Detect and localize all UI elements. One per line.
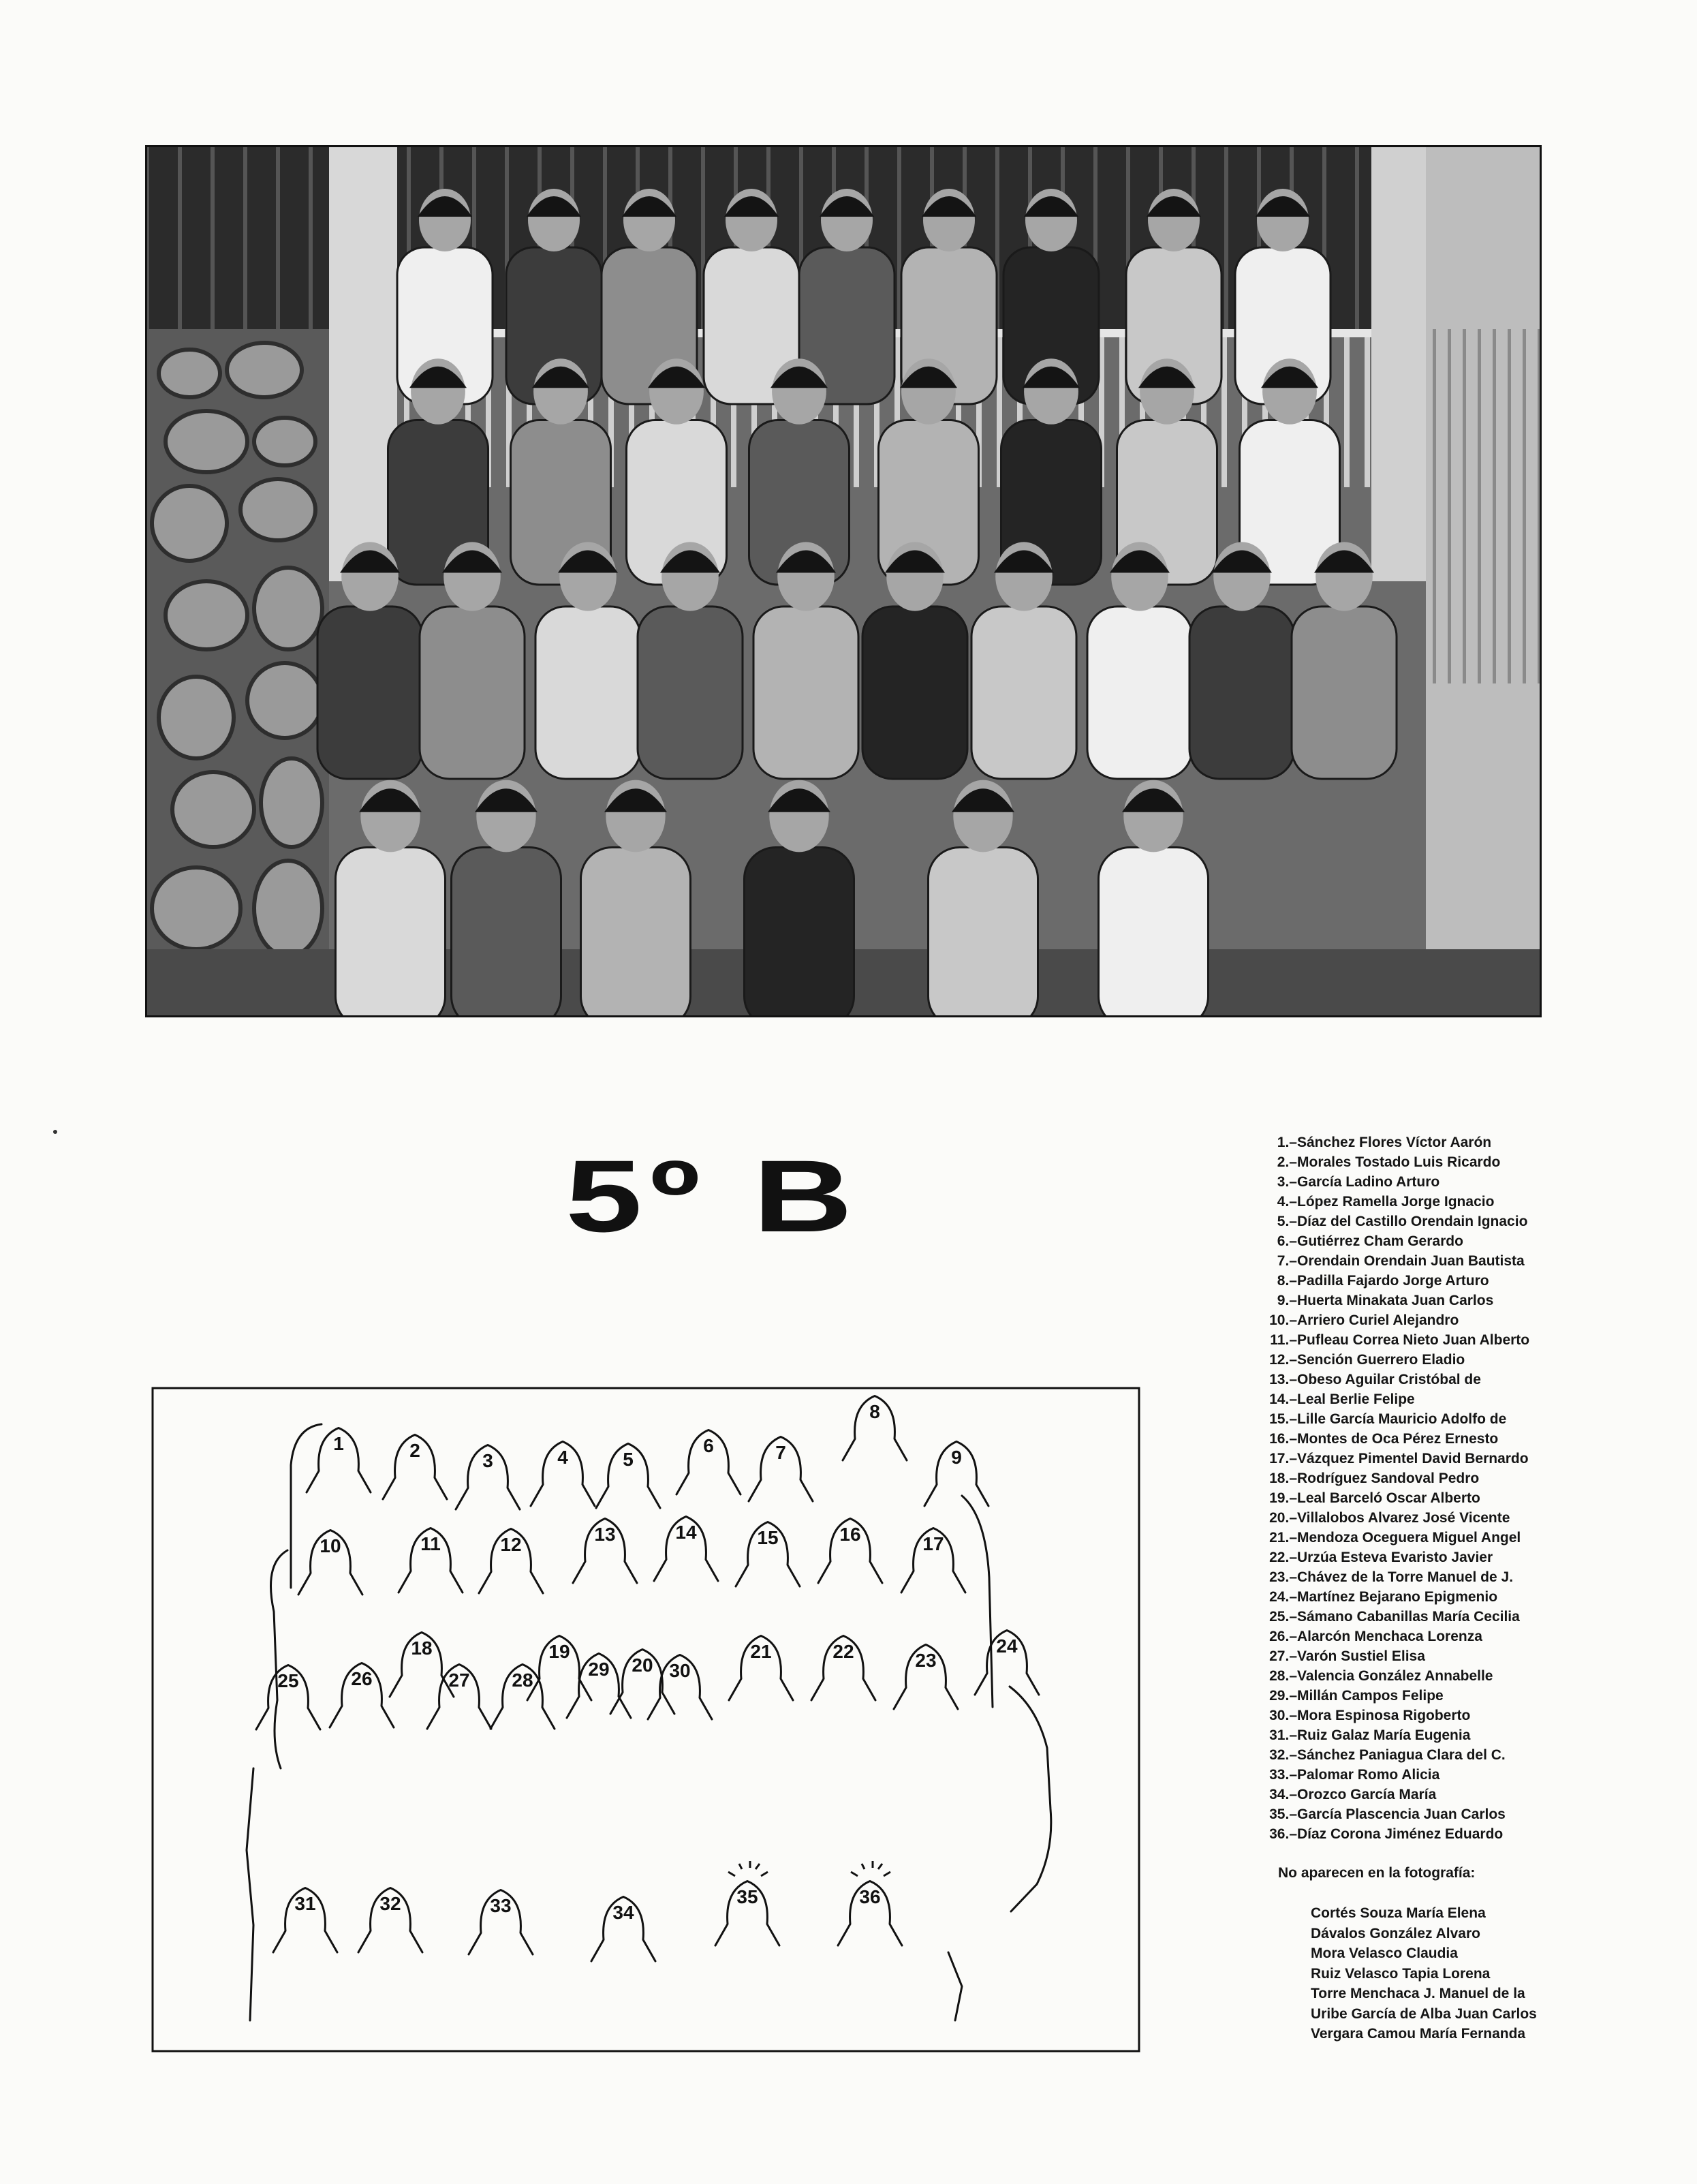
grille-bar bbox=[1433, 329, 1436, 683]
person-torso bbox=[452, 848, 561, 1018]
roster-name: Palomar Romo Alicia bbox=[1297, 1767, 1440, 1783]
diagram-label: 8 bbox=[869, 1401, 880, 1422]
roster-name: Chávez de la Torre Manuel de J. bbox=[1297, 1569, 1514, 1585]
diagram-label: 7 bbox=[775, 1442, 786, 1463]
roster-name: García Plascencia Juan Carlos bbox=[1297, 1806, 1506, 1822]
roster-number: 36.– bbox=[1269, 1826, 1297, 1842]
roster-name: García Ladino Arturo bbox=[1297, 1174, 1440, 1190]
person-torso bbox=[317, 606, 422, 779]
diagram-label: 29 bbox=[588, 1659, 610, 1680]
spark-mark bbox=[756, 1864, 760, 1869]
diagram-label: 17 bbox=[922, 1533, 944, 1554]
roster-name: Orozco García María bbox=[1297, 1787, 1437, 1802]
diagram-label: 2 bbox=[409, 1440, 420, 1461]
class-photo bbox=[145, 145, 1542, 1017]
roster-entry bbox=[1245, 1350, 1681, 1370]
roster-name: Montes de Oca Pérez Ernesto bbox=[1297, 1431, 1499, 1447]
person-torso bbox=[1292, 606, 1397, 779]
diagram-label: 30 bbox=[669, 1660, 691, 1681]
grille-bar bbox=[1463, 329, 1466, 683]
diagram-contour bbox=[271, 1550, 288, 1768]
person-torso bbox=[420, 606, 525, 779]
person-torso bbox=[753, 606, 858, 779]
absent-entry: Mora Velasco Claudia bbox=[1311, 1945, 1458, 1961]
roster-number: 14.– bbox=[1269, 1391, 1297, 1407]
spark-mark bbox=[878, 1864, 882, 1869]
roster-name: Sención Guerrero Eladio bbox=[1297, 1352, 1465, 1368]
diagram-label: 22 bbox=[832, 1641, 854, 1662]
roster-entry bbox=[1245, 1133, 1681, 1152]
diagram-label: 27 bbox=[448, 1670, 470, 1691]
roster-entry bbox=[1245, 1508, 1681, 1528]
diagram-label: 36 bbox=[859, 1886, 881, 1907]
roster-entry bbox=[1245, 1824, 1681, 1844]
roster-number: 2.– bbox=[1277, 1154, 1297, 1170]
roster-number: 4.– bbox=[1277, 1194, 1297, 1210]
roster-entry bbox=[1245, 1409, 1681, 1429]
roster-number: 5.– bbox=[1277, 1214, 1297, 1229]
roster-name: Pufleau Correa Nieto Juan Alberto bbox=[1297, 1332, 1530, 1348]
roster-name: Villalobos Alvarez José Vicente bbox=[1297, 1510, 1510, 1526]
spark-mark bbox=[739, 1864, 742, 1869]
wall-stone bbox=[159, 350, 220, 397]
person-torso bbox=[1087, 606, 1192, 779]
wall-stone bbox=[152, 867, 240, 949]
wall-stone bbox=[247, 663, 322, 738]
diagram-label: 11 bbox=[420, 1533, 441, 1554]
wall-stone bbox=[166, 411, 247, 472]
roster-name: Padilla Fajardo Jorge Arturo bbox=[1297, 1273, 1489, 1289]
roster-name: Orendain Orendain Juan Bautista bbox=[1297, 1253, 1525, 1269]
roster-entry bbox=[1245, 1231, 1681, 1251]
roster-name: Vázquez Pimentel David Bernardo bbox=[1297, 1451, 1529, 1466]
wall-stone bbox=[172, 772, 254, 847]
roster-entry bbox=[1245, 1528, 1681, 1548]
diagram-label: 35 bbox=[736, 1886, 758, 1907]
grille-bar bbox=[1493, 329, 1496, 683]
roster-name: Mendoza Oceguera Miguel Angel bbox=[1297, 1530, 1521, 1545]
diagram-label: 20 bbox=[632, 1655, 653, 1676]
roster-entry bbox=[1245, 1785, 1681, 1804]
roster-entry bbox=[1245, 1548, 1681, 1567]
roster-number: 26.– bbox=[1269, 1629, 1297, 1644]
person-torso bbox=[581, 848, 691, 1018]
roster-number: 19.– bbox=[1269, 1490, 1297, 1506]
roster-entry bbox=[1245, 1468, 1681, 1488]
roster-name: Díaz del Castillo Orendain Ignacio bbox=[1297, 1214, 1528, 1229]
diagram-contour bbox=[948, 1952, 962, 2020]
diagram-label: 16 bbox=[839, 1524, 861, 1545]
spark-mark bbox=[851, 1872, 858, 1876]
roster-entry bbox=[1245, 1765, 1681, 1785]
roster-name: Varón Sustiel Elisa bbox=[1297, 1648, 1425, 1664]
window-bar bbox=[211, 145, 215, 329]
roster-name: Sánchez Flores Víctor Aarón bbox=[1297, 1135, 1492, 1150]
diagram-label: 19 bbox=[548, 1641, 570, 1662]
roster-number: 25.– bbox=[1269, 1609, 1297, 1625]
absent-entry: Dávalos González Alvaro bbox=[1311, 1925, 1480, 1941]
roster-number: 35.– bbox=[1269, 1806, 1297, 1822]
roster-entry bbox=[1245, 1152, 1681, 1172]
person-torso bbox=[862, 606, 967, 779]
roster-name: Lille García Mauricio Adolfo de bbox=[1297, 1411, 1507, 1427]
diagram-frame bbox=[153, 1388, 1139, 2051]
roster-number: 31.– bbox=[1269, 1727, 1297, 1743]
roster-entry bbox=[1245, 1706, 1681, 1725]
roster-entry bbox=[1245, 1567, 1681, 1587]
wall-stone bbox=[261, 758, 322, 847]
roster-entry bbox=[1245, 1310, 1681, 1330]
roster-name: Mora Espinosa Rigoberto bbox=[1297, 1708, 1471, 1723]
roster-name: Huerta Minakata Juan Carlos bbox=[1297, 1293, 1494, 1308]
diagram-contour bbox=[1010, 1687, 1051, 1911]
roster-number: 11.– bbox=[1270, 1332, 1297, 1348]
railing-bar bbox=[1365, 337, 1370, 487]
roster-entry bbox=[1245, 1627, 1681, 1646]
roster-name: Obeso Aguilar Cristóbal de bbox=[1297, 1372, 1481, 1387]
diagram-label: 15 bbox=[757, 1527, 779, 1548]
roster-number: 12.– bbox=[1269, 1352, 1297, 1368]
roster-number: 20.– bbox=[1269, 1510, 1297, 1526]
roster-name: Sánchez Paniagua Clara del C. bbox=[1297, 1747, 1506, 1763]
roster-number: 28.– bbox=[1269, 1668, 1297, 1684]
absent-list bbox=[1311, 1903, 1537, 2044]
roster-entry bbox=[1245, 1291, 1681, 1310]
roster-name: Leal Berlie Felipe bbox=[1297, 1391, 1415, 1407]
roster-number: 9.– bbox=[1277, 1293, 1297, 1308]
grille-bar bbox=[1448, 329, 1451, 683]
roster-entry bbox=[1245, 1212, 1681, 1231]
window-bar bbox=[1224, 145, 1228, 329]
roster-name: Sámano Cabanillas María Cecilia bbox=[1297, 1609, 1520, 1625]
diagram-label: 3 bbox=[482, 1450, 493, 1471]
roster-number: 1.– bbox=[1277, 1135, 1297, 1150]
diagram-label: 26 bbox=[351, 1668, 373, 1689]
wall-stone bbox=[166, 581, 247, 649]
diagram-label: 13 bbox=[594, 1524, 616, 1545]
roster-name: Gutiérrez Cham Gerardo bbox=[1297, 1233, 1463, 1249]
roster-number: 23.– bbox=[1269, 1569, 1297, 1585]
absent-entry: Torre Menchaca J. Manuel de la bbox=[1311, 1986, 1525, 2001]
diagram-label: 6 bbox=[703, 1435, 714, 1456]
roster-name: Millán Campos Felipe bbox=[1297, 1688, 1444, 1704]
absent-entry: Cortés Souza María Elena bbox=[1311, 1905, 1486, 1921]
diagram-label: 31 bbox=[294, 1893, 316, 1914]
page-title: 5º B bbox=[565, 1139, 860, 1253]
roster-entry bbox=[1245, 1389, 1681, 1409]
diagram-label: 9 bbox=[951, 1447, 962, 1468]
key-diagram bbox=[151, 1387, 1140, 2052]
diagram-label: 34 bbox=[612, 1902, 634, 1923]
roster-entry bbox=[1245, 1192, 1681, 1212]
person-torso bbox=[929, 848, 1038, 1018]
roster-entry bbox=[1245, 1804, 1681, 1824]
diagram-label: 28 bbox=[512, 1670, 533, 1691]
grille-bar bbox=[1508, 329, 1511, 683]
roster-entry bbox=[1245, 1330, 1681, 1350]
roster-entry bbox=[1245, 1745, 1681, 1765]
roster-entry bbox=[1245, 1607, 1681, 1627]
wall-stone bbox=[254, 418, 315, 465]
window-bar bbox=[1355, 145, 1359, 329]
roster-name: Urzúa Esteva Evaristo Javier bbox=[1297, 1550, 1493, 1565]
wall-stone bbox=[159, 677, 234, 758]
person-torso bbox=[535, 606, 640, 779]
roster-entry bbox=[1245, 1449, 1681, 1468]
roster-list bbox=[1245, 1133, 1681, 1844]
railing-bar bbox=[1344, 337, 1350, 487]
wall-stone bbox=[240, 479, 315, 540]
diagram-label: 12 bbox=[500, 1534, 522, 1555]
spark-mark bbox=[884, 1872, 890, 1876]
diagram-label: 14 bbox=[675, 1522, 697, 1543]
wall-stone bbox=[227, 343, 302, 397]
roster-name: Martínez Bejarano Epigmenio bbox=[1297, 1589, 1498, 1605]
window-bar bbox=[243, 145, 247, 329]
window-bar bbox=[309, 145, 313, 329]
roster-number: 6.– bbox=[1277, 1233, 1297, 1249]
roster-number: 24.– bbox=[1269, 1589, 1297, 1605]
roster-number: 10.– bbox=[1269, 1312, 1297, 1328]
diagram-label: 24 bbox=[996, 1635, 1018, 1657]
spark-mark bbox=[862, 1864, 865, 1869]
grille-bar bbox=[1523, 329, 1526, 683]
roster-name: Alarcón Menchaca Lorenza bbox=[1297, 1629, 1482, 1644]
roster-name: Leal Barceló Oscar Alberto bbox=[1297, 1490, 1480, 1506]
roster-entry bbox=[1245, 1271, 1681, 1291]
diagram-label: 1 bbox=[333, 1433, 344, 1454]
diagram-label: 18 bbox=[411, 1637, 433, 1659]
roster-name: López Ramella Jorge Ignacio bbox=[1297, 1194, 1495, 1210]
grille-bar bbox=[1478, 329, 1481, 683]
roster-number: 22.– bbox=[1269, 1550, 1297, 1565]
pillar-right bbox=[1371, 145, 1426, 581]
roster-entry bbox=[1245, 1725, 1681, 1745]
roster-number: 16.– bbox=[1269, 1431, 1297, 1447]
roster-number: 18.– bbox=[1269, 1471, 1297, 1486]
roster-entry bbox=[1245, 1686, 1681, 1706]
window-bar bbox=[178, 145, 182, 329]
roster-number: 3.– bbox=[1277, 1174, 1297, 1190]
person-torso bbox=[638, 606, 743, 779]
roster-number: 15.– bbox=[1269, 1411, 1297, 1427]
window-bar bbox=[276, 145, 280, 329]
roster-number: 34.– bbox=[1269, 1787, 1297, 1802]
absent-entry: Vergara Camou María Fernanda bbox=[1311, 2026, 1526, 2042]
roster-name: Valencia González Annabelle bbox=[1297, 1668, 1493, 1684]
diagram-label: 21 bbox=[750, 1641, 772, 1662]
roster-name: Arriero Curiel Alejandro bbox=[1297, 1312, 1459, 1328]
roster-number: 17.– bbox=[1269, 1451, 1297, 1466]
person-torso bbox=[1099, 848, 1209, 1018]
roster-number: 30.– bbox=[1269, 1708, 1297, 1723]
roster-name: Morales Tostado Luis Ricardo bbox=[1297, 1154, 1501, 1170]
absent-heading: No aparecen en la fotografía: bbox=[1278, 1865, 1476, 1881]
wall-stone bbox=[152, 486, 227, 561]
roster-number: 21.– bbox=[1269, 1530, 1297, 1545]
diagram-label: 23 bbox=[915, 1650, 937, 1671]
roster-entry bbox=[1245, 1251, 1681, 1271]
person-torso bbox=[1189, 606, 1294, 779]
diagram-label: 32 bbox=[379, 1893, 401, 1914]
roster-entry bbox=[1245, 1587, 1681, 1607]
roster-number: 32.– bbox=[1269, 1747, 1297, 1763]
roster-entry bbox=[1245, 1172, 1681, 1192]
diagram-label: 4 bbox=[557, 1447, 568, 1468]
roster-name: Ruiz Galaz María Eugenia bbox=[1297, 1727, 1471, 1743]
diagram-label: 10 bbox=[320, 1535, 341, 1556]
diagram-label: 25 bbox=[277, 1670, 299, 1691]
roster-name: Díaz Corona Jiménez Eduardo bbox=[1297, 1826, 1504, 1842]
roster-number: 27.– bbox=[1269, 1648, 1297, 1664]
wall-stone bbox=[254, 861, 322, 956]
speck bbox=[53, 1130, 57, 1134]
spark-mark bbox=[761, 1872, 768, 1876]
roster-entry bbox=[1245, 1370, 1681, 1389]
roster-number: 7.– bbox=[1277, 1253, 1297, 1269]
roster-entry bbox=[1245, 1429, 1681, 1449]
roster-number: 8.– bbox=[1277, 1273, 1297, 1289]
roster-entry bbox=[1245, 1666, 1681, 1686]
roster-number: 33.– bbox=[1269, 1767, 1297, 1783]
roster-entry bbox=[1245, 1488, 1681, 1508]
absent-entry: Ruiz Velasco Tapia Lorena bbox=[1311, 1965, 1491, 1982]
person-torso bbox=[336, 848, 446, 1018]
roster-number: 13.– bbox=[1269, 1372, 1297, 1387]
roster-entry bbox=[1245, 1646, 1681, 1666]
absent-entry: Uribe García de Alba Juan Carlos bbox=[1311, 2005, 1537, 2022]
person-torso bbox=[971, 606, 1076, 779]
roster-name: Rodríguez Sandoval Pedro bbox=[1297, 1471, 1480, 1486]
wall-stone bbox=[254, 568, 322, 649]
roster-number: 29.– bbox=[1269, 1688, 1297, 1704]
diagram-label: 33 bbox=[490, 1895, 512, 1916]
person-torso bbox=[745, 848, 854, 1018]
diagram-contour bbox=[247, 1768, 253, 2020]
spark-mark bbox=[728, 1872, 735, 1876]
diagram-label: 5 bbox=[623, 1449, 634, 1470]
